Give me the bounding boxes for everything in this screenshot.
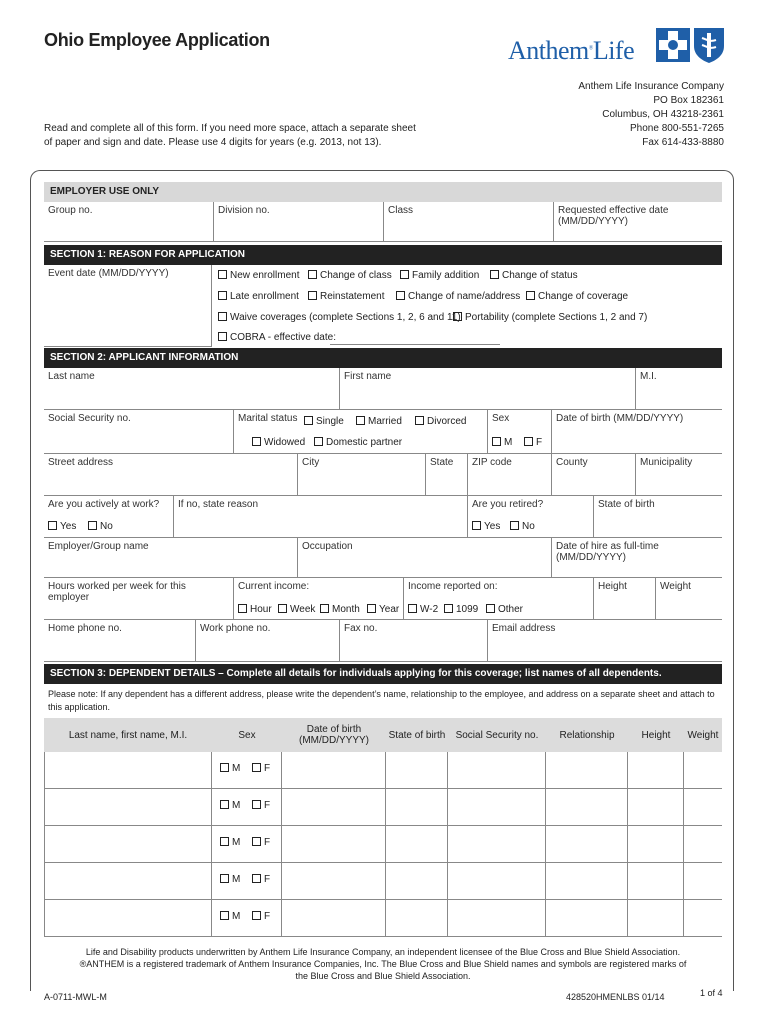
option-label: M [232, 911, 241, 922]
dependent-cell[interactable] [684, 863, 722, 900]
option-label: W-2 [420, 604, 439, 615]
company-address [578, 80, 724, 150]
dependent-sex-m-checkbox[interactable] [220, 763, 240, 774]
dependent-cell[interactable] [386, 900, 448, 937]
active-label: Are you actively at work? [48, 499, 160, 510]
footer-line: Life and Disability products underwritten by Anthem Life Insurance Company, an independent licensee of the Blue Cross and Blue Shield Association. [85, 947, 681, 957]
option-label: M [232, 837, 241, 848]
height-field[interactable]: Height [594, 578, 656, 620]
event-date-label: Event date (MM/DD/YYYY) [48, 268, 169, 279]
option-label: F [536, 437, 543, 448]
single-checkbox[interactable] [304, 416, 344, 427]
dependent-sex-f-checkbox[interactable] [252, 874, 270, 885]
page-title: Ohio Employee Application [44, 30, 270, 50]
dependent-cell[interactable] [448, 863, 546, 900]
state-birth-field[interactable]: State of birth [594, 496, 722, 538]
dependent-cell[interactable] [448, 900, 546, 937]
dependent-sex-f-checkbox[interactable] [252, 837, 270, 848]
dependent-cell[interactable] [684, 752, 722, 789]
waive-coverages-checkbox[interactable] [218, 312, 461, 323]
option-label: Domestic partner [326, 437, 403, 448]
option-label: Portability (complete Sections 1, 2 and 7) [465, 312, 648, 323]
anthem-logo: Anthem®Life [508, 36, 635, 65]
option-label: Yes [60, 521, 77, 532]
option-label: M [232, 763, 241, 774]
first-name-field[interactable]: First name [340, 368, 636, 410]
dependent-cell[interactable] [44, 900, 212, 937]
address-line: Phone 800-551-7265 [630, 123, 724, 134]
new-enrollment-checkbox[interactable] [218, 270, 299, 281]
late-enrollment-checkbox[interactable] [218, 291, 299, 302]
section1-header: SECTION 1: REASON FOR APPLICATION [44, 245, 722, 265]
option-label: Yes [484, 521, 501, 532]
reinstatement-checkbox[interactable] [308, 291, 384, 302]
dependent-cell[interactable] [448, 752, 546, 789]
option-label: Family addition [412, 270, 480, 281]
change-class-checkbox[interactable] [308, 270, 392, 281]
option-label: New enrollment [230, 270, 300, 281]
cobra-checkbox[interactable] [218, 332, 336, 343]
ssn-field[interactable]: Social Security no. [44, 410, 234, 454]
dependent-cell[interactable] [282, 789, 386, 826]
income-month-checkbox[interactable] [320, 604, 360, 615]
col-sex: Sex [238, 729, 256, 741]
option-label: Other [498, 604, 524, 615]
blue-shield-icon [692, 26, 726, 64]
active-no-checkbox[interactable] [88, 521, 113, 532]
dependent-cell[interactable] [546, 826, 628, 863]
dependent-cell[interactable] [684, 826, 722, 863]
sex-f-checkbox[interactable] [524, 437, 542, 448]
section3-note: Please note: If any dependent has a different address, please write the dependent’s name, relationship to the employee, and address on a separate sheet and attach to this application. [48, 689, 715, 712]
domestic-partner-checkbox[interactable] [314, 437, 402, 448]
col-relationship: Relationship [559, 729, 615, 741]
col-state-birth: State of birth [388, 729, 446, 741]
portability-checkbox[interactable] [453, 312, 647, 323]
change-coverage-checkbox[interactable] [526, 291, 628, 302]
option-label: COBRA - effective date: [230, 332, 336, 343]
employer-use-header: EMPLOYER USE ONLY [44, 182, 722, 202]
dependent-cell[interactable] [628, 826, 684, 863]
dependent-cell[interactable] [44, 752, 212, 789]
home-phone-field[interactable]: Home phone no. [44, 620, 196, 662]
address-line: Columbus, OH 43218-2361 [602, 109, 724, 120]
option-label: Married [368, 416, 402, 427]
dependent-sex-m-checkbox[interactable] [220, 837, 240, 848]
form-code: 428520HMENLBS 01/14 [566, 992, 665, 1002]
other-checkbox[interactable] [486, 604, 523, 615]
footer-line: the Blue Cross and Blue Shield Association. [295, 971, 471, 981]
dependent-sex-f-checkbox[interactable] [252, 800, 270, 811]
logo-life: Life [592, 36, 635, 65]
group-no-field[interactable]: Group no. [44, 202, 214, 242]
fax-field[interactable]: Fax no. [340, 620, 488, 662]
weight-field[interactable]: Weight [656, 578, 722, 620]
dob-field[interactable]: Date of birth (MM/DD/YYYY) [552, 410, 722, 454]
option-label: No [522, 521, 535, 532]
dependent-cell[interactable] [448, 789, 546, 826]
option-label: F [264, 874, 271, 885]
change-status-checkbox[interactable] [490, 270, 578, 281]
option-label: Month [332, 604, 360, 615]
dependent-cell[interactable] [628, 863, 684, 900]
col-weight: Weight [687, 729, 719, 741]
retired-label: Are you retired? [472, 499, 544, 510]
dependent-cell[interactable] [628, 900, 684, 937]
option-label: M [232, 800, 241, 811]
email-field[interactable]: Email address [488, 620, 722, 662]
page-number: 1 of 4 [700, 988, 723, 998]
last-name-field[interactable]: Last name [44, 368, 340, 410]
dependent-cell[interactable] [448, 826, 546, 863]
dependent-cell[interactable] [546, 863, 628, 900]
dependent-cell[interactable] [386, 752, 448, 789]
retired-no-checkbox[interactable] [510, 521, 535, 532]
option-label: F [264, 763, 271, 774]
sex-label: Sex [492, 413, 510, 424]
option-label: M [504, 437, 513, 448]
division-no-field[interactable]: Division no. [214, 202, 384, 242]
dependent-cell[interactable] [282, 863, 386, 900]
reported-label: Income reported on: [408, 581, 498, 592]
sex-m-checkbox[interactable] [492, 437, 512, 448]
section2-header: SECTION 2: APPLICANT INFORMATION [44, 348, 722, 368]
married-checkbox[interactable] [356, 416, 402, 427]
dependent-cell[interactable] [44, 826, 212, 863]
change-name-address-checkbox[interactable] [396, 291, 520, 302]
dependent-sex-m-checkbox[interactable] [220, 874, 240, 885]
option-label: Change of status [502, 270, 578, 281]
section3-header: SECTION 3: DEPENDENT DETAILS – Complete all details for individuals applying for this coverage; list names of all dependents. [44, 664, 722, 684]
divorced-checkbox[interactable] [415, 416, 466, 427]
hire-date-field[interactable]: Date of hire as full-time (MM/DD/YYYY) [552, 538, 722, 578]
option-label: 1099 [456, 604, 479, 615]
occupation-field[interactable]: Occupation [298, 538, 552, 578]
form-id: A-0711-MWL-M [44, 992, 107, 1002]
zip-field[interactable]: ZIP code [468, 454, 552, 496]
address-line: PO Box 182361 [653, 95, 724, 106]
cobra-date-input[interactable] [330, 332, 500, 345]
family-addition-checkbox[interactable] [400, 270, 479, 281]
income-year-checkbox[interactable] [367, 604, 399, 615]
city-field[interactable]: City [298, 454, 426, 496]
marital-label: Marital status [238, 413, 298, 424]
address-line: Anthem Life Insurance Company [578, 81, 724, 92]
option-label: Change of name/address [408, 291, 521, 302]
retired-yes-checkbox[interactable] [472, 521, 500, 532]
option-label: Single [316, 416, 344, 427]
option-label: F [264, 800, 271, 811]
option-label: F [264, 837, 271, 848]
option-label: Change of class [320, 270, 392, 281]
income-hour-checkbox[interactable] [238, 604, 272, 615]
option-label: Widowed [264, 437, 306, 448]
dependent-sex-f-checkbox[interactable] [252, 763, 270, 774]
dependent-sex-m-checkbox[interactable] [220, 800, 240, 811]
option-label: M [232, 874, 241, 885]
option-label: Hour [250, 604, 272, 615]
option-label: Year [379, 604, 400, 615]
dependent-cell[interactable] [282, 826, 386, 863]
income-label: Current income: [238, 581, 310, 592]
dependent-sex-m-checkbox[interactable] [220, 911, 240, 922]
reason-field[interactable]: If no, state reason [174, 496, 468, 538]
option-label: Change of coverage [538, 291, 629, 302]
dependent-cell[interactable] [44, 789, 212, 826]
dependent-cell[interactable] [386, 826, 448, 863]
logo-word: Anthem [508, 36, 589, 65]
county-field[interactable]: County [552, 454, 636, 496]
dependent-cell[interactable] [282, 900, 386, 937]
dependent-cell[interactable] [684, 789, 722, 826]
option-label: No [100, 521, 113, 532]
state-field[interactable]: State [426, 454, 468, 496]
dependent-cell[interactable] [386, 789, 448, 826]
municipality-field[interactable]: Municipality [636, 454, 722, 496]
active-yes-checkbox[interactable] [48, 521, 76, 532]
footer-line: ®ANTHEM is a registered trademark of Anthem Insurance Companies, Inc. The Blue Cross and Blue Shield names and symbols are registered marks of [79, 959, 687, 969]
dependent-cell[interactable] [386, 863, 448, 900]
dependent-cell[interactable] [628, 752, 684, 789]
dependent-cell[interactable] [684, 900, 722, 937]
option-label: Waive coverages (complete Sections 1, 2, 6 and 11) [230, 312, 461, 323]
address-line: Fax 614-433-8880 [642, 137, 724, 148]
option-label: Week [290, 604, 316, 615]
work-phone-field[interactable]: Work phone no. [196, 620, 340, 662]
col-dob: Date of birth (MM/DD/YYYY) [299, 724, 369, 746]
event-date-field[interactable] [44, 265, 212, 347]
dependent-cell[interactable] [44, 863, 212, 900]
widowed-checkbox[interactable] [252, 437, 305, 448]
dependent-cell[interactable] [546, 900, 628, 937]
mi-field[interactable]: M.I. [636, 368, 722, 410]
1099-checkbox[interactable] [444, 604, 478, 615]
col-height: Height [641, 729, 671, 741]
dependent-cell[interactable] [628, 789, 684, 826]
footer-disclaimer [44, 946, 722, 982]
employer-name-field[interactable]: Employer/Group name [44, 538, 298, 578]
option-label: Reinstatement [320, 291, 385, 302]
income-week-checkbox[interactable] [278, 604, 315, 615]
dependent-cell[interactable] [546, 752, 628, 789]
dependent-cell[interactable] [546, 789, 628, 826]
dependent-cell[interactable] [282, 752, 386, 789]
class-field[interactable]: Class [384, 202, 554, 242]
dependent-sex-f-checkbox[interactable] [252, 911, 270, 922]
effective-date-field[interactable]: Requested effective date (MM/DD/YYYY) [554, 202, 722, 242]
instructions: Read and complete all of this form. If you need more space, attach a separate sheet of paper and sign and date. Please use 4 digits for years (e.g. 2013, not 13). [44, 123, 416, 148]
hours-field[interactable]: Hours worked per week for this employer [44, 578, 234, 620]
col-name: Last name, first name, M.I. [68, 729, 188, 741]
blue-cross-icon [656, 28, 690, 62]
w2-checkbox[interactable] [408, 604, 438, 615]
col-ssn: Social Security no. [455, 729, 539, 741]
option-label: F [264, 911, 271, 922]
option-label: Late enrollment [230, 291, 299, 302]
option-label: Divorced [427, 416, 467, 427]
street-field[interactable]: Street address [44, 454, 298, 496]
